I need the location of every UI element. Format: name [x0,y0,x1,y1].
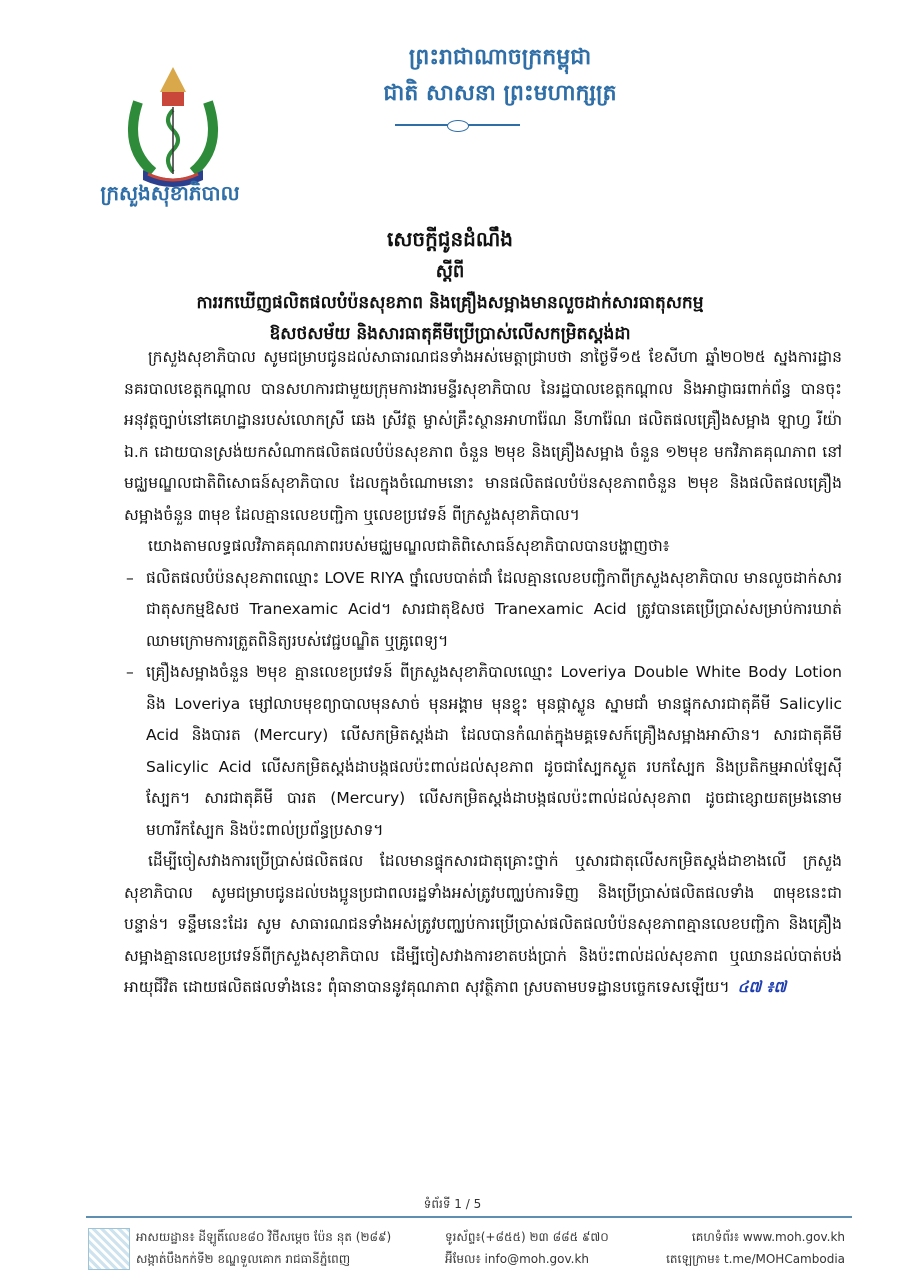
paragraph-3 [124,846,842,1004]
finding-text: គ្រឿងសម្អាងចំនួន ២មុខ គ្មានលេខប្រវេទន៍ ពីក្រសួងសុខាភិបាលឈ្មោះ Loveriya Double White Body Lotion និង Loveriya ម្សៅលាបមុខព្យាបាលមុនសាច់ មុនអង្គាម មុនខ្ទុះ មុនផ្កាស្លូន ស្នាមជាំ មានផ្ទុកសារជាតុគីមី Salicylic Acid និងបារត (Mercury) លើសកម្រិតស្តង់ដា ដែលបានកំណត់ក្នុងមគ្គទេសក៍គ្រឿងសម្អាងអាស៊ាន។ សារជាតុគីមី Salicylic Acid លើសកម្រិតស្តង់ដាបង្កផលប៉ះពាល់ដល់សុខភាព ដូចជាស្បែកស្ងួត របកស្បែក និងប្រតិកម្មអាល់ឡែស៊ីស្បែក។ សារជាតុគីមី បារត (Mercury) លើសកម្រិតស្តង់ដាបង្កផលប៉ះពាល់ដល់សុខភាព ដូចជាខ្សោយតម្រងនោម មហារីកស្បែក និងប៉ះពាល់ប្រព័ន្ធប្រសាទ។ [146,663,842,839]
footer-address [136,1226,391,1270]
handwritten-initials: ៤៧ ៖៧ [737,978,787,996]
phone-number: ទូរស័ព្ទ៖(+៨៥៥) ២៣ ៨៨៥ ៩៧០ [445,1230,609,1244]
subject-line-1: ការរកឃើញផលិតផលបំប៉នសុខភាព និងគ្រឿងសម្អាងមានលួចដាក់សារធាតុសកម្ម [196,293,704,313]
list-item [124,563,842,658]
paragraph-1: ក្រសួងសុខាភិបាល សូមជម្រាបជូនដល់សាធារណជនទាំងអស់មេត្តាជ្រាបថា នាថ្ងៃទី១៥ ខែសីហា ឆ្នាំ២០២៥ ស្នងការដ្ឋាននគរបាលខេត្តកណ្តាល បានសហការជាមួយក្រុមការងារមន្ទីរសុខាភិបាល នៃរដ្ឋបាលខេត្តកណ្តាល និងអាជ្ញាធរពាក់ព័ន្ធ បានចុះអនុវត្តច្បាប់នៅគេហដ្ឋានរបស់លោកស្រី ឆេង ស្រីវត្ថ ម្ចាស់គ្រឹះស្ថានអាហារ៉ែណ នីហារ៉ែណ ផលិតផលគ្រឿងសម្អាង ឡាហ្វ រីយ៉ា ឯ.ក ដោយបានស្រង់យកសំណាកផលិតផលបំប៉នសុខភាព ចំនួន ២មុខ និងគ្រឿងសម្អាង ចំនួន ១២មុខ មកវិភាគគុណភាព នៅមជ្ឈមណ្ឌលជាតិពិសោធន៍សុខាភិបាល ដែលក្នុងចំណោមនោះ មានផលិតផលបំប៉នសុខភាពចំនួន ២មុខ និងផលិតផលគ្រឿងសម្អាងចំនួន ៣មុខ ដែលគ្មានលេខបញ្ជិកា ឬលេខប្រវេទន៍ ពីក្រសួងសុខាភិបាល។ [124,348,842,524]
bullet-dash: – [126,568,134,587]
finding-text: ផលិតផលបំប៉នសុខភាពឈ្មោះ LOVE RIYA ថ្នាំលេបបាត់ជាំ ដែលគ្មានលេខបញ្ជិកាពីក្រសួងសុខាភិបាល មានលួចដាក់សារជាតុសកម្មឱសថ Tranexamic Acid។ សារជាតុឱសថ Tranexamic Acid ត្រូវបានគេប្រើប្រាស់សម្រាប់ការឃាត់ឈាមក្រោមការត្រួតពិនិត្យរបស់វេជ្ជបណ្ឌិត ឬគ្រូពេទ្យ។ [146,568,842,650]
findings-list [124,563,842,847]
address-line-1: អាសយដ្ឋាន៖ ដីឡូតិ៍លេខ៨០ វិថីសម្តេច ប៉ែន នុត (២៨៩) [136,1230,392,1244]
footer-web [666,1226,845,1270]
notice-title-block [100,222,800,350]
kingdom-name: ព្រះរាជាណាចក្រកម្ពុជា [408,45,592,70]
qr-code-icon [88,1228,130,1270]
paragraph-3-text: ដើម្បីចៀសវាងការប្រើប្រាស់ផលិតផល ដែលមានផ្ទុកសារជាតុគ្រោះថ្នាក់ ឬសារជាតុលើសកម្រិតស្តង់ដាខាងលើ ក្រសួងសុខាភិបាល សូមជម្រាបជូនដល់បងប្អូនប្រជាពលរដ្ឋទាំងអស់ត្រូវបញ្ឈប់ការទិញ និងប្រើប្រាស់ផលិតផលទាំង ៣មុខនេះជាបន្ទាន់។ ទន្ទឹមនេះដែរ សូម សាធារណជនទាំងអស់ត្រូវបញ្ឈប់ការប្រើប្រាស់ផលិតផលបំប៉នសុខភាពគ្មានលេខបញ្ជិកា និងគ្រឿងសម្អាងគ្មានលេខប្រវេទន៍ពីក្រសួងសុខាភិបាល ដើម្បីចៀសវាងការខាតបង់ប្រាក់ និងប៉ះពាល់ដល់សុខភាព ឬឈានដល់បាត់បង់អាយុជីវិត ដោយផលិតផលទាំងនេះ ពុំធានាបាននូវគុណភាព សុវត្ថិភាព ស្របតាមបទដ្ឋានបច្ចេកទេសឡើយ។ [124,852,842,996]
footer-divider [86,1216,852,1218]
notice-body [124,342,842,1004]
telegram-link[interactable]: តេឡេក្រាម៖ t.me/MOHCambodia [666,1252,845,1266]
bullet-dash: – [126,663,134,681]
notice-title: សេចក្តីជូនដំណឹង [387,227,513,251]
subject-line-2: ឱសថសម័យ និងសារធាតុគីមីប្រើប្រាស់លើសកម្រិតស្តង់ដា [269,324,631,344]
email-link[interactable]: អ៊ីមែល៖ info@moh.gov.kh [445,1252,590,1266]
ministry-name: ក្រសួងសុខាភិបាល [100,181,240,205]
ministry-logo [118,62,228,192]
national-motto: ជាតិ សាសនា ព្រះមហាក្សត្រ [383,81,617,106]
kingdom-header [300,40,700,112]
paragraph-2: យោងតាមលទ្ធផលវិភាគគុណភាពរបស់មជ្ឈមណ្ឌលជាតិពិសោធន៍សុខាភិបាលបានបង្ហាញថា៖ [148,537,670,555]
website-link[interactable]: គេហទំព័រ៖ www.moh.gov.kh [691,1230,845,1244]
page-number: ទំព័រទី 1 / 5 [423,1197,482,1211]
ornament-divider [395,124,520,126]
address-line-2: សង្កាត់បឹងកក់ទី២ ខណ្ឌទួលគោក រាជធានីភ្នំពេញ [136,1252,351,1266]
list-item [124,657,842,846]
regarding-label: ស្តីពី [435,261,465,282]
footer-contact [445,1226,609,1270]
